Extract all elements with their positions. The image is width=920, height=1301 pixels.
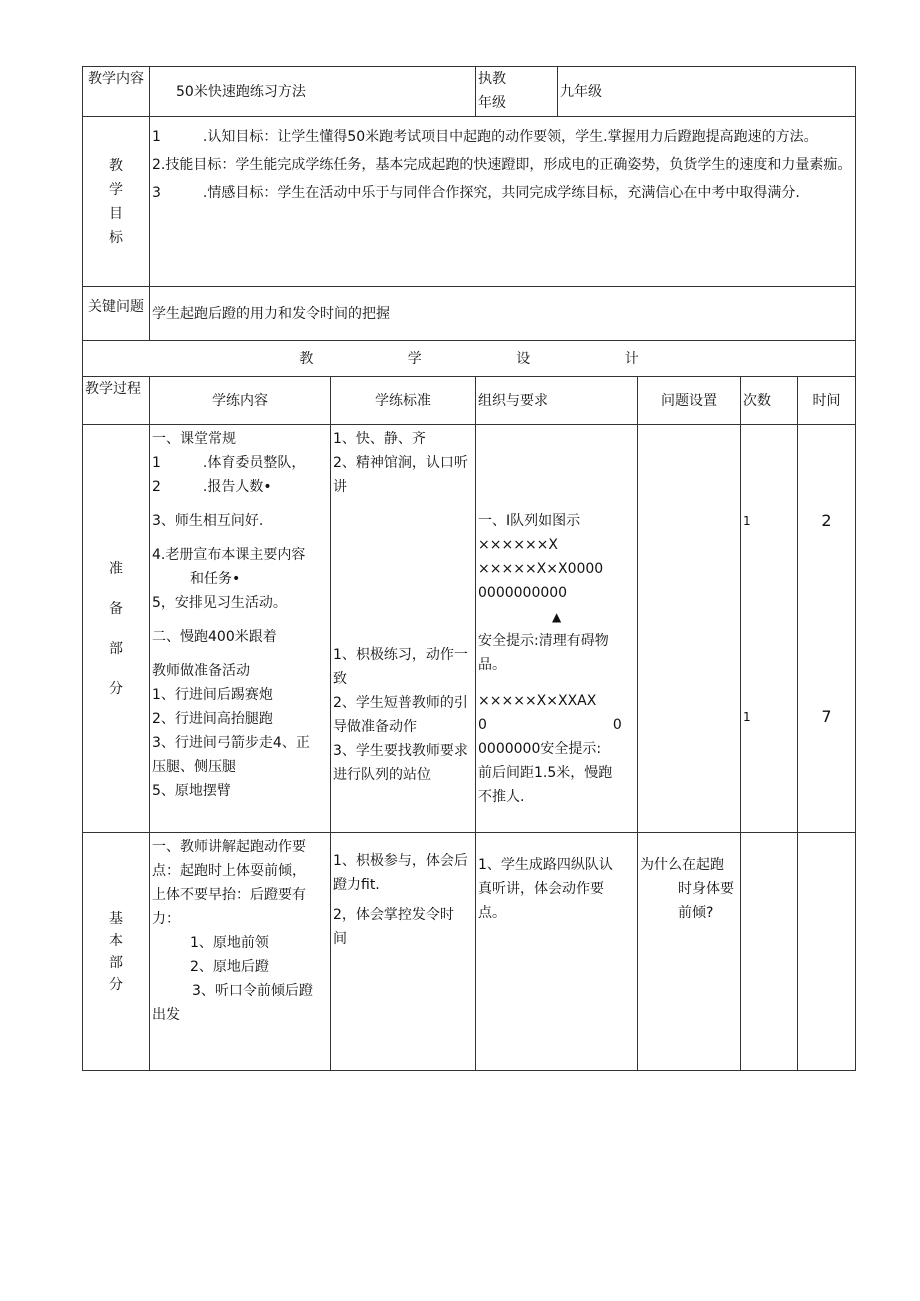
basic-org-line: 点。: [478, 905, 507, 921]
goals-cell: [150, 117, 856, 287]
prep-content-line: 3、师生相互问好.: [152, 513, 264, 529]
basic-question-line: 时身体要: [678, 881, 735, 897]
design-title-char: 学: [407, 350, 422, 367]
prep-content-line: 1 .体育委员整队，: [152, 455, 306, 471]
prep-minutes-2: 7: [821, 707, 832, 726]
col-process-cell: [83, 377, 150, 425]
col-org: 组织与要求: [478, 392, 549, 409]
basic-question-cell: [638, 833, 741, 1071]
prep-times-cell: [741, 425, 798, 833]
col-content-cell: [150, 377, 331, 425]
content-label-cell: [83, 67, 150, 117]
prep-org-line: 安全提示:清理有碍物: [478, 633, 609, 649]
basic-content-line: 点：起跑时上体耍前倾，: [152, 863, 306, 879]
prep-label-char: 准: [109, 560, 123, 577]
basic-content-line: 3、听口令前倾后蹬: [192, 983, 313, 999]
basic-standard-cell: [331, 833, 476, 1071]
key-label-cell: [83, 287, 150, 341]
basic-org-cell: [476, 833, 638, 1071]
prep-standard-line: 致: [333, 671, 347, 687]
goals-label-cell: [83, 117, 150, 287]
prep-org-cell: [476, 425, 638, 833]
teacher-position-marker: ▲: [552, 610, 562, 624]
prep-content-line: 和任务•: [190, 571, 241, 587]
prep-content-line: 4.老册宣布本课主要内容: [152, 547, 306, 563]
prep-minutes-cell: [798, 425, 856, 833]
goal-emotion: 3 .情感目标：学生在活动中乐于与同伴合作探究，共同完成学练目标，充满信心在中考中取得满分.: [152, 185, 800, 201]
basic-content-line: 1、原地前领: [190, 935, 269, 951]
prep-times-2: 1: [743, 710, 751, 724]
goals-label-char: 教: [109, 157, 123, 174]
key-value: 学生起跑后蹬的用力和发令时间的把握: [152, 305, 390, 322]
prep-label-char: 部: [109, 640, 123, 657]
basic-label-char: 分: [109, 976, 123, 993]
lesson-plan-table: [82, 66, 856, 1071]
content-label: 教学内容: [88, 71, 144, 87]
basic-content-cell: [150, 833, 331, 1071]
prep-minutes-1: 2: [821, 511, 832, 530]
basic-label-char: 部: [109, 954, 123, 971]
col-standard: 学练标准: [375, 392, 431, 409]
prep-standard-line: 2、学生短普教师的引: [333, 695, 468, 711]
col-question-cell: [638, 377, 741, 425]
goals-label-char: 学: [109, 181, 123, 198]
prep-org-line: 品。: [478, 657, 507, 673]
prep-org-line: 0000000000: [478, 585, 568, 601]
basic-label-char: 本: [109, 932, 123, 949]
prep-content-line: 2、行进间高抬腿跑: [152, 711, 273, 727]
prep-content-line: 二、慢跑400米跟着: [152, 629, 277, 645]
prep-org-line: ×××××X×XXAX: [478, 693, 597, 709]
content-value-cell: [150, 67, 476, 117]
col-org-cell: [476, 377, 638, 425]
col-process: 教学过程: [85, 381, 141, 397]
prep-content-line: 2 .报告人数•: [152, 479, 272, 495]
prep-org-line: 一、I队列如图示: [478, 513, 581, 529]
basic-content-line: 2、原地后蹬: [190, 959, 269, 975]
prep-content-line: 压腿、侧压腿: [152, 759, 236, 775]
content-value: 50米快速跑练习方法: [176, 83, 306, 100]
basic-minutes-cell: [798, 833, 856, 1071]
col-question: 问题设置: [661, 392, 718, 409]
basic-org-line: 1、学生成路四纵队认: [478, 857, 613, 873]
prep-org-line: ×××××X×X0000: [478, 561, 604, 577]
col-content: 学练内容: [212, 392, 268, 409]
design-title-cell: [83, 341, 856, 377]
prep-content-line: 5、原地摆臂: [152, 783, 231, 799]
prep-standard-line: 1、快、静、齐: [333, 431, 426, 447]
lesson-plan-sheet: [82, 66, 855, 1071]
basic-label-char: 基: [109, 910, 123, 927]
basic-times-cell: [741, 833, 798, 1071]
prep-org-line: 0 0: [478, 717, 622, 733]
basic-standard-line: 蹬力fit.: [333, 877, 380, 893]
design-title-char: 计: [624, 350, 639, 367]
prep-standard-line: 进行队列的站位: [333, 767, 431, 783]
basic-content-line: 一、教师讲解起跑动作要: [152, 839, 306, 855]
basic-content-line: 上体不要早抬：后蹬要有: [152, 887, 306, 903]
basic-org-line: 真听讲，体会动作要: [478, 881, 605, 897]
prep-content-cell: [150, 425, 331, 833]
prep-content-line: 3、行进间弓箭步走4、正: [152, 735, 310, 751]
key-label: 关键问题: [88, 299, 144, 315]
basic-standard-line: 1、枳极参与，体会后: [333, 853, 468, 869]
prep-content-line: 教师做准备活动: [152, 663, 250, 679]
basic-content-line: 出发: [152, 1007, 180, 1023]
grade-value: 九年级: [560, 83, 603, 100]
grade-label-cell: [476, 67, 558, 117]
prep-standard-cell: [331, 425, 476, 833]
basic-standard-line: 2，体会掌控发令时: [333, 907, 454, 923]
design-title-char: 设: [516, 350, 531, 367]
prep-standard-line: 讲: [333, 479, 347, 495]
prep-content-line: 一、课堂常规: [152, 431, 236, 447]
prep-label-char: 分: [109, 680, 123, 697]
goals-label-char: 目: [109, 205, 123, 222]
prep-label-char: 备: [109, 600, 123, 617]
prep-question-cell: [638, 425, 741, 833]
prep-standard-line: 1、枳极练习，动作一: [333, 647, 468, 663]
prep-content-line: 1、行进间后踢赛炮: [152, 687, 273, 703]
goal-skill: 2.技能目标：学生能完成学练任务，基本完成起跑的快速蹬即，形成电的正确姿势，负货学生的速度和力量素痂。: [152, 157, 852, 173]
prep-org-line: ××××××X: [478, 537, 558, 553]
grade-value-cell: [558, 67, 856, 117]
prep-content-line: 5，安排见习生活动。: [152, 595, 287, 611]
col-time-cell: [798, 377, 856, 425]
basic-content-line: 力：: [152, 911, 180, 927]
col-times-cell: [741, 377, 798, 425]
goal-cognitive: 1 .认知目标：让学生懂得50米跑考试项目中起跑的动作要领，学生.掌握用力后蹬跑提高跑速的方法。: [152, 129, 818, 145]
basic-question-line: 为什么在起跑: [640, 857, 725, 873]
prep-org-line: 不推人.: [478, 789, 525, 805]
grade-label: 执教年级: [478, 71, 507, 111]
design-title-char: 教: [299, 350, 314, 367]
prep-label-cell: [83, 425, 150, 833]
prep-org-line: 0000000安全提示:: [478, 741, 602, 757]
goals-label-char: 标: [109, 229, 123, 246]
col-standard-cell: [331, 377, 476, 425]
prep-standard-line: 3、学生要找教师要求: [333, 743, 468, 759]
basic-label-cell: [83, 833, 150, 1071]
key-value-cell: [150, 287, 856, 341]
prep-standard-line: 2、精神馆涧，认口听: [333, 455, 468, 471]
prep-standard-line: 导做准备动作: [333, 719, 417, 735]
prep-times-1: 1: [743, 514, 751, 528]
col-times: 次数: [743, 392, 772, 409]
col-time: 时间: [812, 392, 841, 409]
basic-question-line: 前倾?: [678, 905, 714, 921]
basic-standard-line: 间: [333, 931, 347, 947]
prep-org-line: 前后间距1.5米，慢跑: [478, 765, 613, 781]
